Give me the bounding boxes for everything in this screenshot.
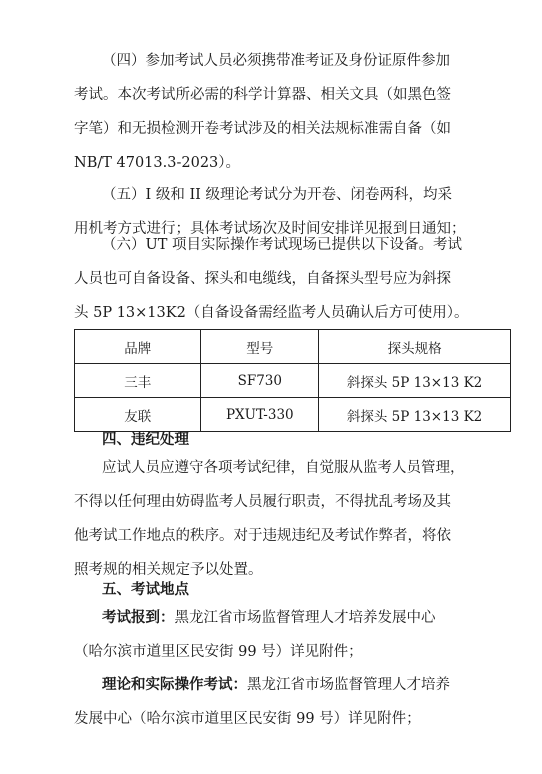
text-line: 字笔）和无损检测开卷考试涉及的相关法规标准需自备（如 xyxy=(74,121,451,137)
section-heading-discipline: 四、违纪处理 xyxy=(102,432,189,448)
text-line: 不得以任何理由妨碍监考人员履行职责，不得扰乱考场及其 xyxy=(74,494,451,510)
table-header-row xyxy=(75,330,511,364)
label-registration: 考试报到： xyxy=(102,610,175,626)
cell-probe-spec: 斜探头 5P 13×13 K2 xyxy=(319,364,511,398)
table-row xyxy=(75,398,511,432)
text-line: （六）UT 项目实际操作考试现场已提供以下设备。考试 xyxy=(102,237,462,253)
cell-brand: 三丰 xyxy=(75,364,201,398)
exam-location: 黑龙江省市场监督管理人才培养 xyxy=(247,677,450,693)
paragraph-exam-location xyxy=(74,668,514,736)
header-model: 型号 xyxy=(201,330,319,364)
text-line: 考试。本次考试所必需的科学计算器、相关文具（如黑色签 xyxy=(74,87,451,103)
section-heading-location: 五、考试地点 xyxy=(102,582,189,598)
header-brand: 品牌 xyxy=(75,330,201,364)
cell-model: PXUT-330 xyxy=(201,398,319,432)
text-line: （五）I 级和 II 级理论考试分为开卷、闭卷两科，均采 xyxy=(102,187,453,203)
text-line xyxy=(74,668,514,702)
text-line: （四）参加考试人员必须携带准考证及身份证原件参加 xyxy=(102,53,450,69)
text-line: 应试人员应遵守各项考试纪律，自觉服从监考人员管理， xyxy=(102,460,465,476)
paragraph-registration xyxy=(74,601,514,669)
table-row xyxy=(75,364,511,398)
header-probe-spec: 探头规格 xyxy=(319,330,511,364)
text-line: 发展中心（哈尔滨市道里区民安街 99 号）详见附件； xyxy=(74,711,421,727)
cell-probe-spec: 斜探头 5P 13×13 K2 xyxy=(319,398,511,432)
text-line: 照考规的相关规定予以处置。 xyxy=(74,562,263,578)
paragraph-item-6 xyxy=(74,228,514,330)
equipment-table xyxy=(74,329,511,432)
text-line: 人员也可自备设备、探头和电缆线，自备探头型号应为斜探 xyxy=(74,271,451,287)
cell-brand: 友联 xyxy=(75,398,201,432)
text-line: 用机考方式进行；具体考试场次及时间安排详见报到日通知； xyxy=(74,221,466,237)
paragraph-item-4 xyxy=(74,44,514,180)
text-line: （哈尔滨市道里区民安街 99 号）详见附件； xyxy=(74,644,363,660)
text-line: 他考试工作地点的秩序。对于违规违纪及考试作弊者，将依 xyxy=(74,528,451,544)
registration-location: 黑龙江省市场监督管理人才培养发展中心 xyxy=(174,610,436,626)
paragraph-discipline xyxy=(74,451,514,587)
cell-model: SF730 xyxy=(201,364,319,398)
text-line: NB/T 47013.3-2023）。 xyxy=(74,155,241,171)
text-line xyxy=(74,601,514,635)
label-exam: 理论和实际操作考试： xyxy=(102,677,247,693)
text-line: 头 5P 13×13K2（自备设备需经监考人员确认后方可使用）。 xyxy=(74,305,469,321)
